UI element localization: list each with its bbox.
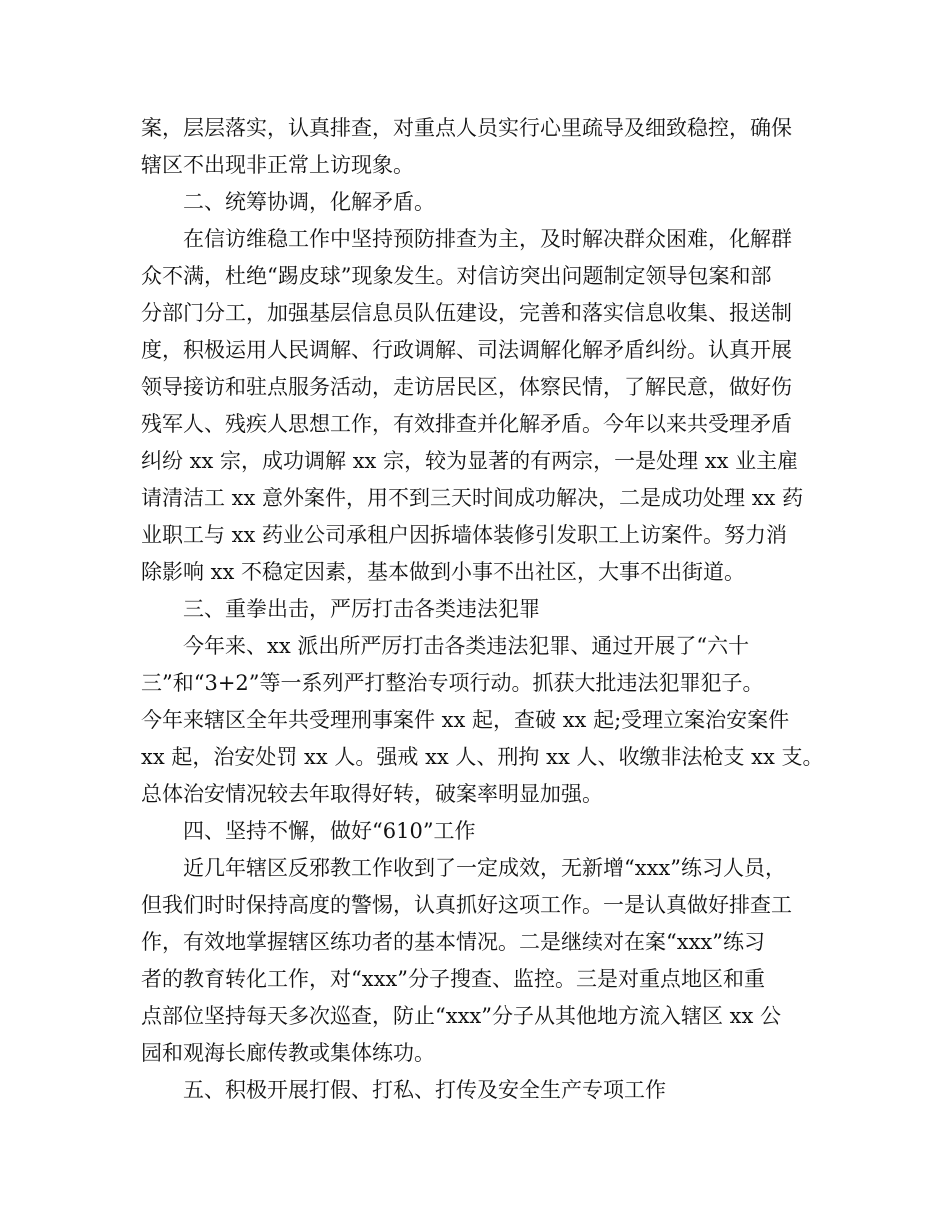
body-text-line: 今年来辖区全年共受理刑事案件 xx 起，查破 xx 起;受理立案治安案件 — [141, 708, 790, 732]
body-text-line: 作，有效地掌握辖区练功者的基本情况。二是继续对在案“xxx”练习 — [141, 930, 765, 954]
body-text-line: xx 起，治安处罚 xx 人。强戒 xx 人、刑拘 xx 人、收缴非法枪支 xx 支。 — [141, 745, 824, 769]
body-text-line: 点部位坚持每天多次巡查，防止“xxx”分子从其他地方流入辖区 xx 公 — [141, 1004, 782, 1028]
body-text-line: 分部门分工，加强基层信息员队伍建设，完善和落实信息收集、报送制 — [141, 301, 792, 325]
body-text-line: 众不满，杜绝“踢皮球”现象发生。对信访突出问题制定领导包案和部 — [141, 264, 772, 288]
section-heading: 二、统筹协调，化解矛盾。 — [183, 190, 435, 214]
body-text-line: 除影响 xx 不稳定因素，基本做到小事不出社区，大事不出街道。 — [141, 560, 746, 584]
body-text-line: 者的教育转化工作，对“xxx”分子搜查、监控。三是对重点地区和重 — [141, 967, 765, 991]
section-heading: 四、坚持不懈，做好“610”工作 — [183, 819, 476, 843]
body-text-line: 残军人、残疾人思想工作，有效排查并化解矛盾。今年以来共受理矛盾 — [141, 412, 792, 436]
section-heading: 三、重拳出击，严厉打击各类违法犯罪 — [183, 597, 540, 621]
body-text-line: 今年来、xx 派出所严厉打击各类违法犯罪、通过开展了“六十 — [183, 634, 750, 658]
body-text-line: 总体治安情况较去年取得好转，破案率明显加强。 — [141, 782, 603, 806]
body-text-line: 纠纷 xx 宗，成功调解 xx 宗，较为显著的有两宗，一是处理 xx 业主雇 — [141, 449, 799, 473]
body-text-line: 在信访维稳工作中坚持预防排查为主，及时解决群众困难，化解群 — [183, 227, 792, 251]
body-text-line: 近几年辖区反邪教工作收到了一定成效，无新增“xxx”练习人员， — [183, 856, 786, 880]
body-text-line: 请清洁工 xx 意外案件，用不到三天时间成功解决，二是成功处理 xx 药 — [141, 486, 804, 510]
body-text-line: 三”和“3+2”等一系列严打整治专项行动。抓获大批违法犯罪犯子。 — [141, 671, 764, 695]
body-text-line: 领导接访和驻点服务活动，走访居民区，体察民情，了解民意，做好伤 — [141, 375, 792, 399]
body-text-line: 园和观海长廊传教或集体练功。 — [141, 1041, 435, 1065]
body-text-line: 辖区不出现非正常上访现象。 — [141, 153, 414, 177]
body-text-line: 业职工与 xx 药业公司承租户因拆墙体装修引发职工上访案件。努力消 — [141, 523, 788, 547]
body-text-line: 但我们时时保持高度的警惕，认真抓好这项工作。一是认真做好排查工 — [141, 893, 792, 917]
body-text-line: 案，层层落实，认真排查，对重点人员实行心里疏导及细致稳控，确保 — [141, 116, 792, 140]
body-text-line: 度，积极运用人民调解、行政调解、司法调解化解矛盾纠纷。认真开展 — [141, 338, 792, 362]
section-heading: 五、积极开展打假、打私、打传及安全生产专项工作 — [183, 1078, 666, 1102]
